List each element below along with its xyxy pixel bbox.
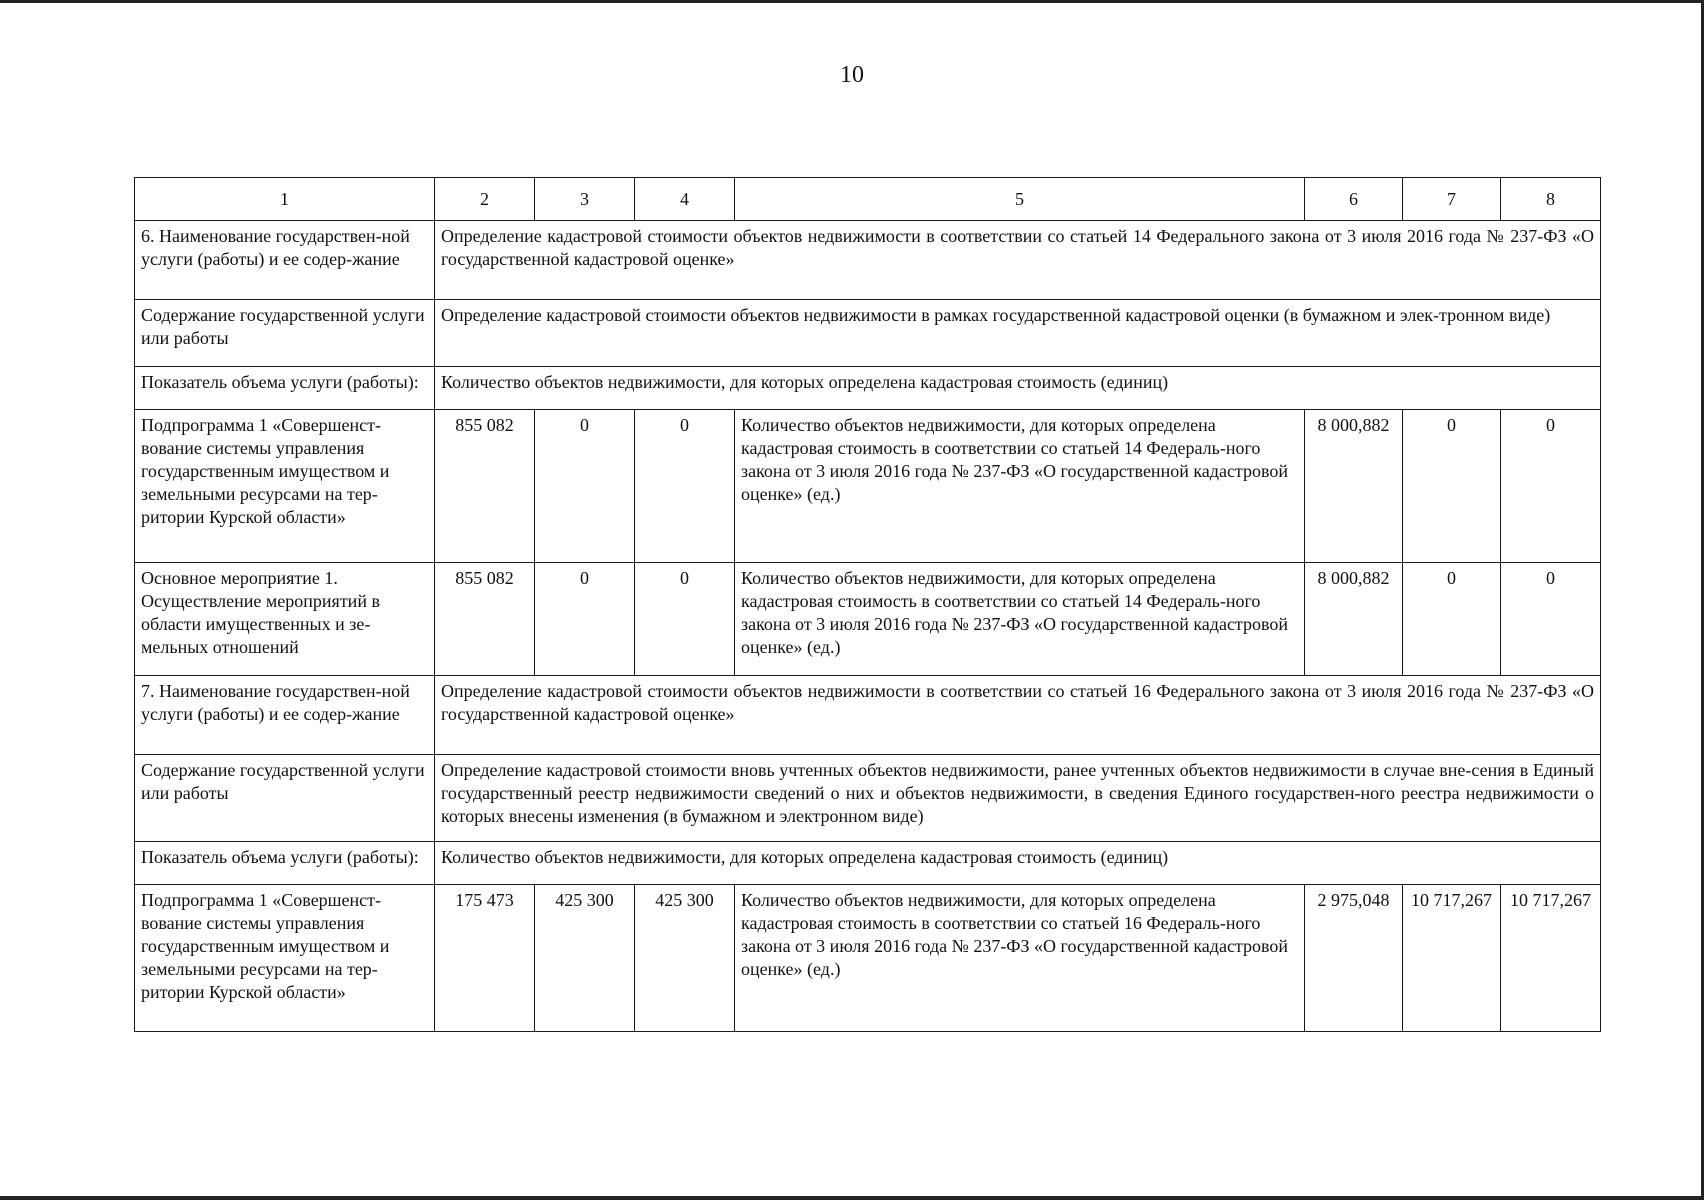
row-value-6: 8 000,882 [1305,563,1403,676]
table-header-row [135,178,1601,221]
row-value-2: 175 473 [435,885,535,1032]
row-value-3: 425 300 [535,885,635,1032]
services-table [134,177,1601,1032]
scan-edge-top [0,0,1704,3]
service-name-row [135,221,1601,300]
row-value-8: 0 [1501,410,1601,563]
service-name-label: 7. Наименование государствен-ной услуги (работы) и ее содер-жание [135,676,435,755]
row-value-7: 0 [1403,563,1501,676]
volume-indicator-label: Показатель объема услуги (работы): [135,842,435,885]
volume-indicator-row [135,842,1601,885]
header-cell-5: 5 [735,178,1305,221]
table-row [135,410,1601,563]
volume-indicator-row [135,367,1601,410]
row-value-4: 0 [635,563,735,676]
page-number: 10 [840,62,864,88]
service-content-row [135,755,1601,842]
row-value-8: 0 [1501,563,1601,676]
scan-edge-bottom [0,1196,1704,1200]
service-content-label: Содержание государственной услуги или работы [135,300,435,367]
row-indicator-description: Количество объектов недвижимости, для которых определена кадастровая стоимость в соответствии со статьей 14 Федераль-ного закона от 3 июля 2016 года № 237-ФЗ «О государственной кадастровой оценке» (ед.) [735,563,1305,676]
service-name-row [135,676,1601,755]
service-content-row [135,300,1601,367]
row-value-3: 0 [535,410,635,563]
volume-indicator-label: Показатель объема услуги (работы): [135,367,435,410]
row-value-2: 855 082 [435,410,535,563]
header-cell-2: 2 [435,178,535,221]
service-content-text: Определение кадастровой стоимости вновь учтенных объектов недвижимости, ранее учтенных объектов недвижимости в случае вне-сения в Единый государственный реестр недвижимости сведений о них и объектов недвижимости, в сведения Единого государствен-ного реестра недвижимости о которых внесены изменения (в бумажном и электронном виде) [435,755,1601,842]
row-indicator-description: Количество объектов недвижимости, для которых определена кадастровая стоимость в соответствии со статьей 16 Федераль-ного закона от 3 июля 2016 года № 237-ФЗ «О государственной кадастровой оценке» (ед.) [735,885,1305,1032]
row-value-6: 2 975,048 [1305,885,1403,1032]
table-row [135,563,1601,676]
header-cell-6: 6 [1305,178,1403,221]
row-indicator-description: Количество объектов недвижимости, для которых определена кадастровая стоимость в соответствии со статьей 14 Федераль-ного закона от 3 июля 2016 года № 237-ФЗ «О государственной кадастровой оценке» (ед.) [735,410,1305,563]
volume-indicator-text: Количество объектов недвижимости, для которых определена кадастровая стоимость (единиц) [435,842,1601,885]
row-name: Подпрограмма 1 «Совершенст-вование системы управления государственным имуществом и земельными ресурсами на тер-ритории Курской области» [135,410,435,563]
row-value-8: 10 717,267 [1501,885,1601,1032]
row-value-6: 8 000,882 [1305,410,1403,563]
row-value-4: 0 [635,410,735,563]
row-value-4: 425 300 [635,885,735,1032]
header-cell-3: 3 [535,178,635,221]
row-value-7: 0 [1403,410,1501,563]
service-content-text: Определение кадастровой стоимости объектов недвижимости в рамках государственной кадастровой оценки (в бумажном и элек-тронном виде) [435,300,1601,367]
header-cell-8: 8 [1501,178,1601,221]
header-cell-7: 7 [1403,178,1501,221]
service-name-text: Определение кадастровой стоимости объектов недвижимости в соответствии со статьей 14 Федерального закона от 3 июля 2016 года № 237-ФЗ «О государственной кадастровой оценке» [435,221,1601,300]
header-cell-1: 1 [135,178,435,221]
row-name: Подпрограмма 1 «Совершенст-вование системы управления государственным имуществом и земельными ресурсами на тер-ритории Курской области» [135,885,435,1032]
service-content-label: Содержание государственной услуги или работы [135,755,435,842]
volume-indicator-text: Количество объектов недвижимости, для которых определена кадастровая стоимость (единиц) [435,367,1601,410]
service-name-text: Определение кадастровой стоимости объектов недвижимости в соответствии со статьей 16 Федерального закона от 3 июля 2016 года № 237-ФЗ «О государственной кадастровой оценке» [435,676,1601,755]
service-name-label: 6. Наименование государствен-ной услуги (работы) и ее содер-жание [135,221,435,300]
row-value-7: 10 717,267 [1403,885,1501,1032]
row-name: Основное мероприятие 1. Осуществление мероприятий в области имущественных и зе-мельных отношений [135,563,435,676]
table-row [135,885,1601,1032]
row-value-3: 0 [535,563,635,676]
row-value-2: 855 082 [435,563,535,676]
header-cell-4: 4 [635,178,735,221]
